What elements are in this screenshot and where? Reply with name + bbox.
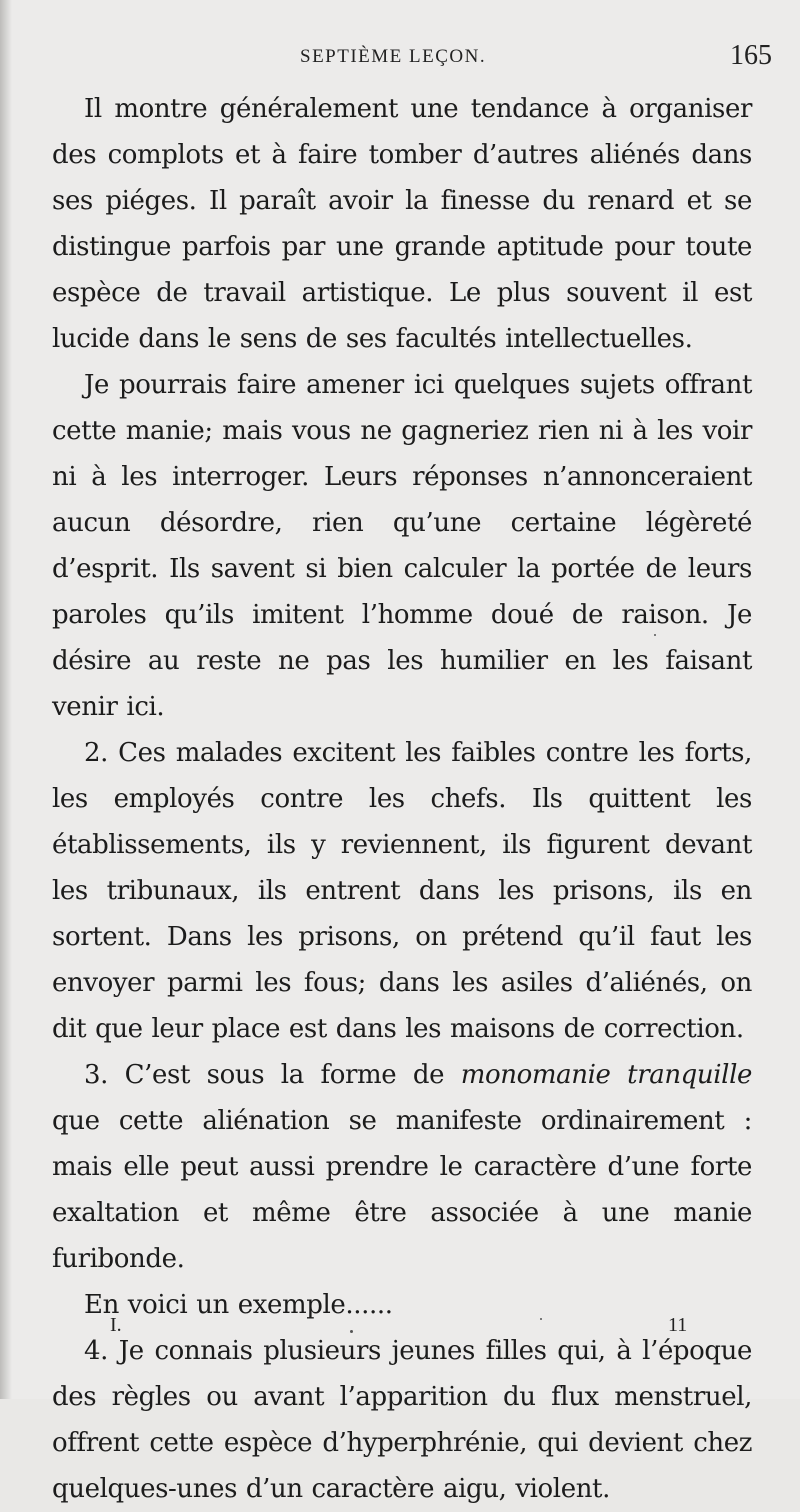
signature-mark-right: 11: [668, 1314, 688, 1336]
body-text: [52, 86, 752, 1512]
paragraph-5: En voici un exemple......: [84, 1290, 393, 1320]
paragraph-3: 2. Ces malades excitent les faibles contre les forts, les employés contre les chefs. Ils quittent les établissements, ils y reviennent, ils figurent devant les tribunaux, ils entrent dans les prisons, ils en sortent. Dans les prisons, on prétend qu’il faut les envoyer parmi les fous; dans les asiles d’aliénés, on dit que leur place est dans les maisons de correction.: [52, 738, 752, 1044]
print-speck: [540, 1318, 542, 1320]
paragraph-4-after: que cette aliénation se manifeste ordinairement : mais elle peut aussi prendre le caractère d’une forte exaltation et même être associée à une manie furibonde.: [52, 1106, 752, 1274]
paragraph-4: [52, 1052, 752, 1282]
print-speck: [654, 634, 656, 636]
paragraph-6: 4. Je connais plusieurs jeunes filles qui, à l’époque des règles ou avant l’apparition du flux menstruel, offrent cette espèce d’hyperphrénie, qui devient chez quelques-unes d’un caractère aigu, violent.: [52, 1336, 752, 1504]
print-speck: [350, 1330, 353, 1333]
paragraph-4-before: 3. C’est sous la forme de: [84, 1060, 461, 1090]
page-header: [0, 40, 800, 80]
paragraph-1: Il montre généralement une tendance à organiser des complots et à faire tomber d’autres aliénés dans ses piéges. Il paraît avoir la finesse du renard et se distingue parfois par une grande aptitude pour toute espèce de travail artistique. Le plus souvent il est lucide dans le sens de ses facultés intellectuelles.: [52, 94, 752, 354]
running-title: SEPTIÈME LEÇON.: [300, 46, 487, 67]
page-footer: [0, 1306, 800, 1346]
page-number: 165: [730, 40, 772, 71]
signature-mark-left: I.: [110, 1314, 122, 1336]
page-gutter-shadow: [0, 0, 12, 1399]
paragraph-4-italic-term: monomanie tranquille: [460, 1060, 752, 1090]
paragraph-2: Je pourrais faire amener ici quelques sujets offrant cette manie; mais vous ne gagneriez rien ni à les voir ni à les interroger. Leurs réponses n’annonceraient aucun désordre, rien qu’une certaine légèreté d’esprit. Ils savent si bien calculer la portée de leurs paroles qu’ils imitent l’homme doué de raison. Je désire au reste ne pas les humilier en les faisant venir ici.: [52, 370, 752, 722]
